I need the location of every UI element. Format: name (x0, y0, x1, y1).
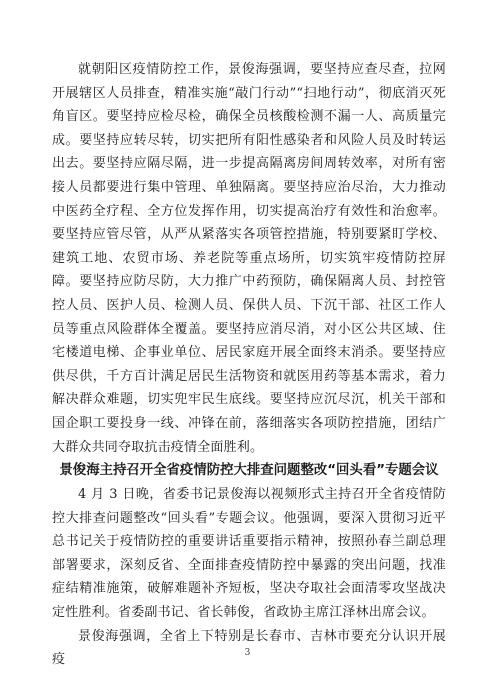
page-number: 3 (244, 648, 251, 658)
document-body (52, 58, 446, 672)
news-headline: 景俊海主持召开全省疫情防控大排查问题整改“回头看”专题会议 (59, 463, 439, 479)
paragraph-meeting-report: 4 月 3 日晚，省委书记景俊海以视频形式主持召开全省疫情防控大排查问题整改“回头看”专题会议。他强调，要深入贯彻习近平总书记关于疫情防控的重要讲话重要指示精神，按照孙春兰副总理部署要求，深刻反省、全面排查疫情防控中暴露的突出问题，找准症结精准施策，破解难题补齐短板，坚决夺取社会面清零攻坚战决定性胜利。省委副书记、省长韩俊，省政协主席江泽林出席会议。 (52, 487, 446, 621)
paragraph-zhaoyang-measures: 就朝阳区疫情防控工作，景俊海强调，要坚持应查尽查，拉网开展辖区人员排查，精准实施“敲门行动”“扫地行动”，彻底消灭死角盲区。要坚持应检尽检，确保全员核酸检测不漏一人、高质量完成。要坚持应转尽转，切实把所有阳性感染者和风险人员及时转运出去。要坚持应隔尽隔，进一步提高隔离房间周转效率，对所有密接人员都要进行集中管理、单独隔离。要坚持应治尽治，大力推动中医药全疗程、全方位发挥作用，切实提高治疗有效性和治愈率。要坚持应管尽管，从严从紧落实各项管控措施，特别要紧盯学校、建筑工地、农贸市场、养老院等重点场所，切实筑牢疫情防控屏障。要坚持应防尽防，大力推广中药预防，确保隔离人员、封控管控人员、医护人员、检测人员、保供人员、下沉干部、社区工作人员等重点风险群体全覆盖。要坚持应消尽消，对小区公共区域、住宅楼道电梯、企事业单位、居民家庭开展全面终末消杀。要坚持应供尽供，千方百计满足居民生活物资和就医用药等基本需求，着力解决群众难题，切实兜牢民生底线。要坚持应沉尽沉，机关干部和国企职工要投身一线、冲锋在前，落细落实各项防控措施，团结广大群众共同夺取抗击疫情全面胜利。 (52, 62, 446, 455)
paragraph-continuation: 景俊海强调，全省上下特别是长春市、吉林市要充分认识开展疫 (52, 628, 446, 668)
